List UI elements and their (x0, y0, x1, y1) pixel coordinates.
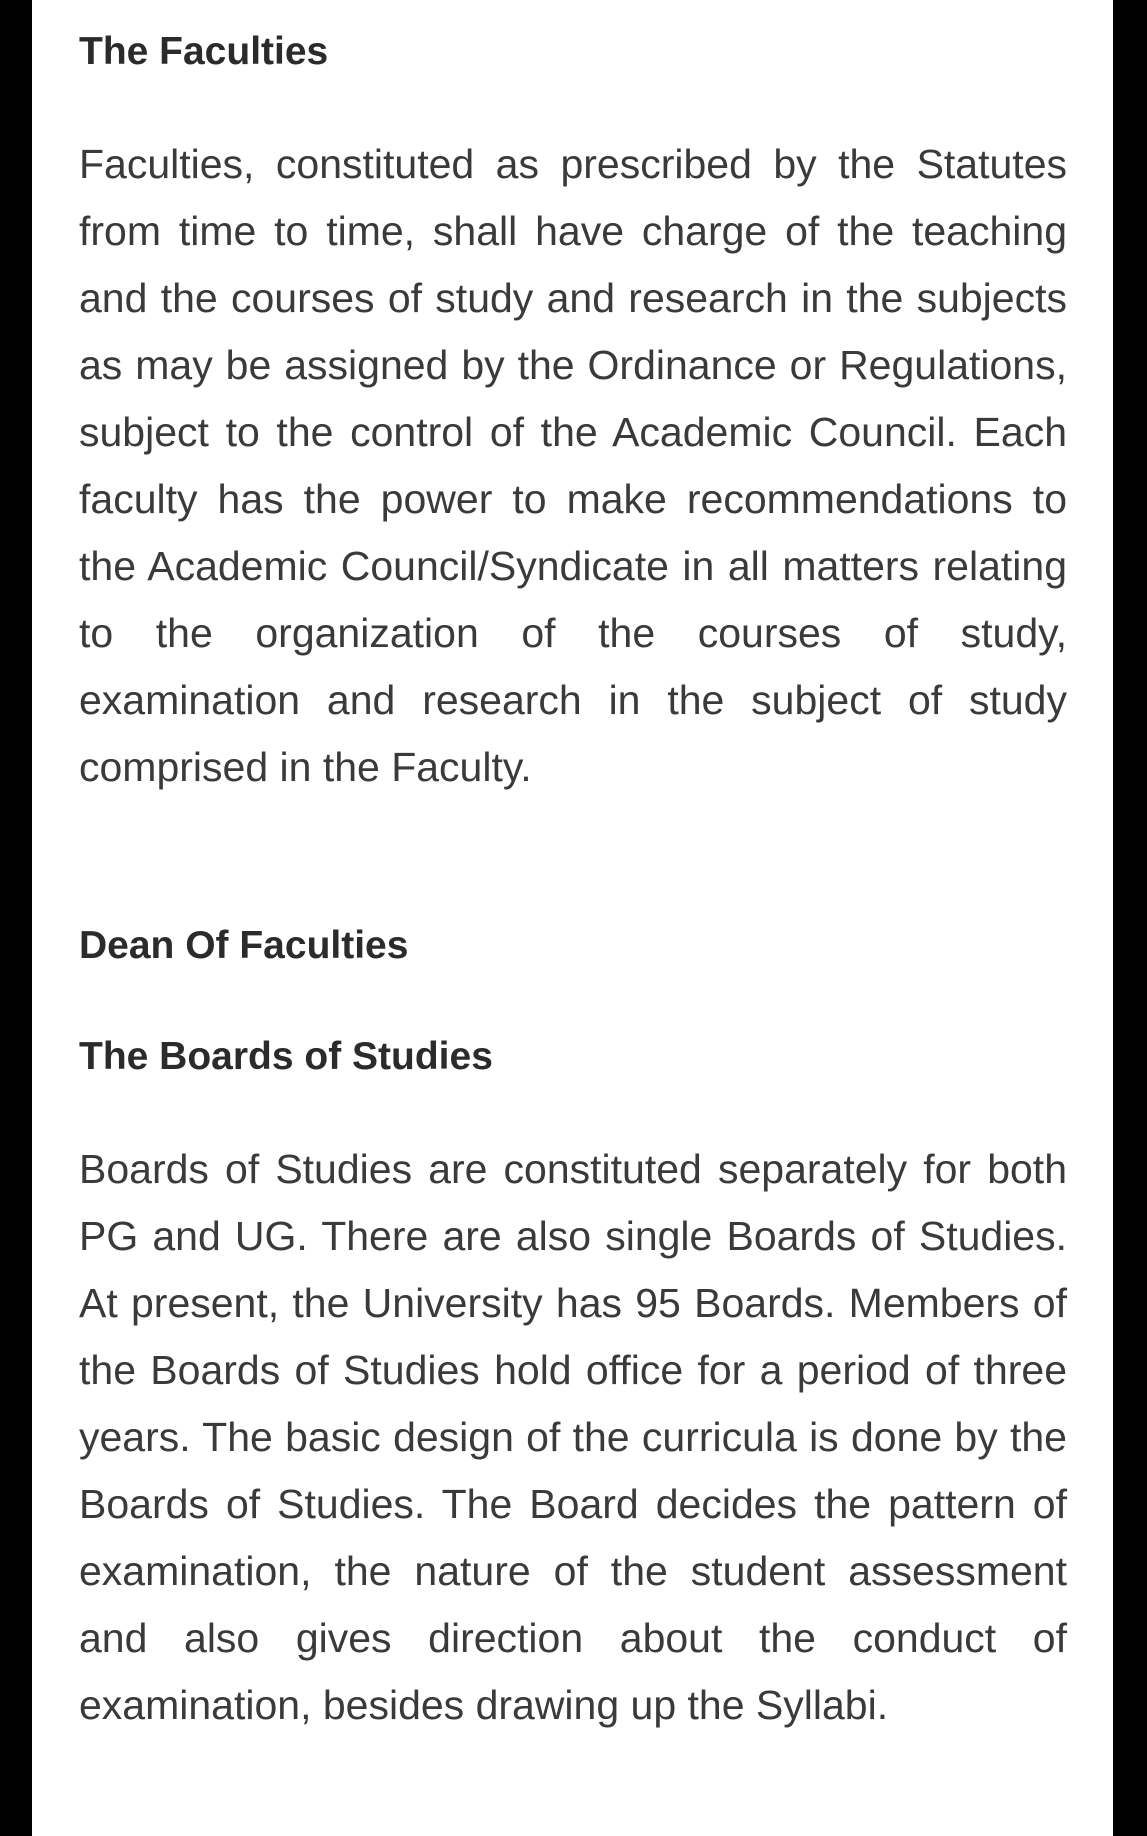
document-page (32, 0, 1113, 1836)
dean-of-faculties-heading: Dean Of Faculties (79, 924, 409, 967)
boards-of-studies-heading: The Boards of Studies (79, 1035, 493, 1078)
faculties-paragraph: Faculties, constituted as prescribed by the Statutes from time to time, shall have charge of the teaching and the courses of study and research in the subjects as may be assigned by the Ordinance or Regulations, subject to the control of the Academic Council. Each faculty has the power to make recommendations to the Academic Council/Syndicate in all matters relating to the organization of the courses of study, examination and research in the subject of study comprised in the Faculty. (79, 141, 1067, 790)
faculties-heading: The Faculties (79, 30, 329, 73)
boards-of-studies-paragraph: Boards of Studies are constituted separately for both PG and UG. There are also single Boards of Studies. At present, the University has 95 Boards. Members of the Boards of Studies hold office for a period of three years. The basic design of the curricula is done by the Boards of Studies. The Board decides the pattern of examination, the nature of the student assessment and also gives direction about the conduct of examination, besides drawing up the Syllabi. (79, 1146, 1067, 1728)
